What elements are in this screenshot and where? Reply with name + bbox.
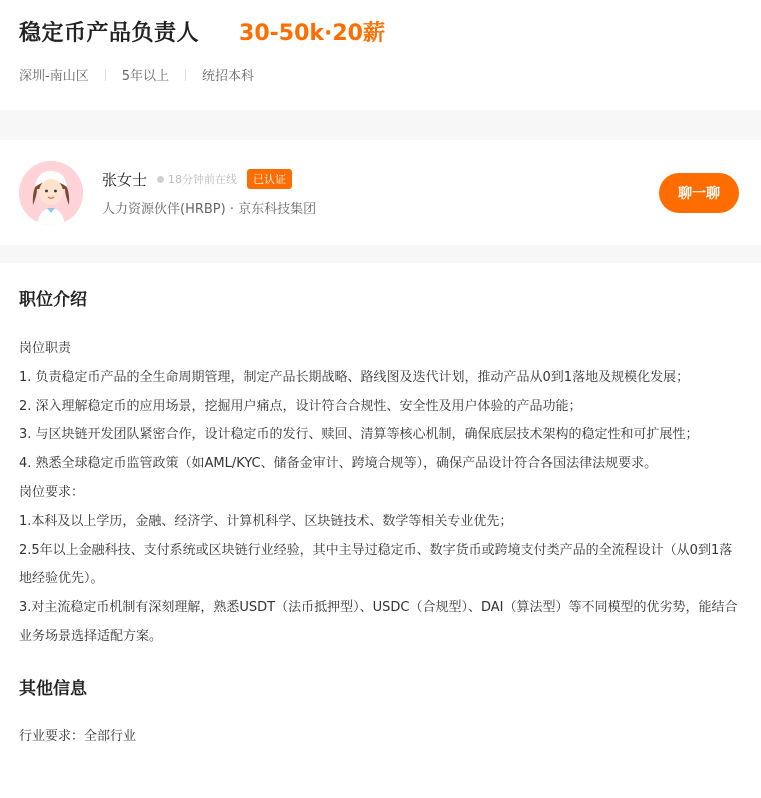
avatar[interactable] xyxy=(19,161,83,225)
recruiter-card xyxy=(0,140,761,245)
job-title: 稳定币产品负责人 xyxy=(19,21,200,46)
job-tags xyxy=(19,65,742,84)
online-status-dot-icon xyxy=(157,176,164,183)
recruiter-position: 人力资源伙伴(HRBP) · 京东科技集团 xyxy=(102,201,317,217)
section-divider xyxy=(0,110,761,140)
section-divider xyxy=(0,245,761,263)
experience-tag: 5年以上 xyxy=(121,69,169,84)
industry-label: 行业要求： xyxy=(19,728,85,744)
online-status: 18分钟前在线 xyxy=(168,173,238,186)
recruiter-info xyxy=(102,169,316,217)
requirement-item: 2.5年以上金融科技、支付系统或区块链行业经验，其中主导过稳定币、数字货币或跨境支付类产品的全流程设计（从0到1落地经验优先）。 xyxy=(19,542,733,587)
industry-requirement xyxy=(19,725,742,744)
responsibility-heading: 岗位职责 xyxy=(19,341,72,356)
requirement-item: 3.对主流稳定币机制有深刻理解，熟悉USDT（法币抵押型）、USDC（合规型）、DAI（算法型）等不同模型的优劣势，能结合业务场景选择适配方案。 xyxy=(19,600,738,644)
location-tag: 深圳-南山区 xyxy=(19,69,89,84)
job-salary: 30-50k·20薪 xyxy=(239,21,385,46)
chat-button[interactable]: 聊一聊 xyxy=(659,173,739,213)
tag-divider xyxy=(105,69,106,81)
section-title-description: 职位介绍 xyxy=(19,290,87,310)
responsibility-item: 1. 负责稳定币产品的全生命周期管理，制定产品长期战略、路线图及迭代计划，推动产品从0到1落地及规模化发展； xyxy=(19,369,690,385)
description-body xyxy=(19,335,742,652)
responsibility-item: 4. 熟悉全球稳定币监管政策（如AML/KYC、储备金审计、跨境合规等），确保产品设计符合各国法律法规要求。 xyxy=(19,456,658,472)
job-header xyxy=(0,0,761,110)
title-row xyxy=(19,16,742,47)
requirement-heading: 岗位要求： xyxy=(19,484,85,500)
responsibility-item: 3. 与区块链开发团队紧密合作，设计稳定币的发行、赎回、清算等核心机制，确保底层技术架构的稳定性和可扩展性； xyxy=(19,427,699,443)
industry-value: 全部行业 xyxy=(84,728,137,744)
requirement-item: 1.本科及以上学历，金融、经济学、计算机科学、区块链技术、数学等相关专业优先； xyxy=(19,513,513,529)
verified-badge: 已认证 xyxy=(247,169,292,189)
recruiter-name-row xyxy=(102,169,316,190)
education-tag: 统招本科 xyxy=(201,69,254,84)
tag-divider xyxy=(185,69,186,81)
recruiter-name: 张女士 xyxy=(102,170,148,189)
section-title-other: 其他信息 xyxy=(19,678,87,699)
responsibility-item: 2. 深入理解稳定币的应用场景，挖掘用户痛点，设计符合合规性、安全性及用户体验的产品功能； xyxy=(19,398,582,414)
job-description xyxy=(0,263,761,744)
female-recruiter-avatar-icon xyxy=(19,161,83,225)
